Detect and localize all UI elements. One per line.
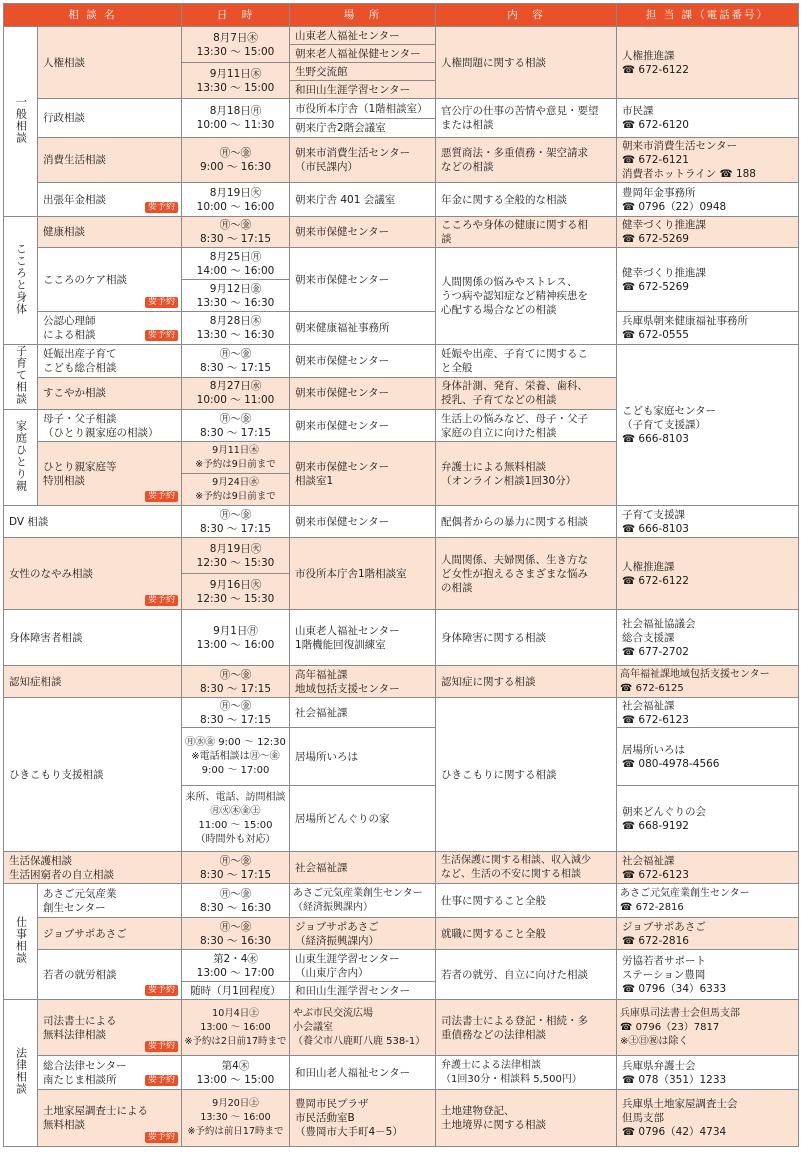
row-name: 生活保護相談 生活困窮者の自立相談 (4, 852, 182, 884)
row-place: 和田山老人福祉センター (290, 1056, 436, 1090)
row-dept: 高年福祉課地域包括支援センター ☎ 672-6125 (617, 666, 799, 698)
row-name: 健康相談 (38, 217, 182, 248)
row-date: ㊊～㊎ 8:30 ～ 17:15 (182, 666, 290, 698)
row-dept: 社会福祉課 ☎ 672-6123 (617, 698, 799, 728)
category-kokoro: こころと身体 (4, 217, 38, 345)
row-date: ㊊～㊎ 9:00 ～ 16:30 (182, 138, 290, 183)
row-name: 若者の就労相談 要予約 (38, 950, 182, 1000)
row-place: 生野交流館 (290, 63, 436, 81)
place-line: 市役所本庁舎（1階相談室） (290, 100, 435, 119)
row-dept: 人権推進課 ☎ 672-6122 (617, 27, 799, 99)
reserve-badge: 要予約 (145, 202, 178, 213)
reserve-badge: 要予約 (145, 1132, 178, 1143)
row-name: 公認心理師 による相談 要予約 (38, 312, 182, 345)
row-place: 朝来庁舎 401 会議室 (290, 183, 436, 217)
row-dept: 兵庫県土地家屋調査士会 但馬支部 ☎ 0796（42）4734 (617, 1090, 799, 1147)
row-place: 朝来市保健センター (290, 248, 436, 312)
row-content: 身体障害に関する相談 (436, 610, 617, 666)
table-row (4, 538, 799, 574)
consultation-table (3, 3, 799, 1147)
row-date: ㊊～㊎ 8:30 ～ 17:15 (182, 698, 290, 728)
row-date: 8月7日㊍ 13:30 ～ 15:00 (182, 27, 290, 63)
row-content: 人権問題に関する相談 (436, 27, 617, 99)
row-place: 和田山生涯学習センター (290, 982, 436, 1000)
category-shigoto: 仕事相談 (4, 884, 38, 1000)
row-date: 9月12日㊎ 13:30 ～ 16:30 (182, 280, 290, 312)
row-dept: 人権推進課 ☎ 672-6122 (617, 538, 799, 610)
row-content: 就職に関すること全般 (436, 918, 617, 950)
row-name: 消費生活相談 (38, 138, 182, 183)
row-date: 第4㊍ 13:00 ～ 15:00 (182, 1056, 290, 1090)
row-date: 9月11日㊍ 13:30 ～ 15:00 (182, 63, 290, 99)
row-content: 悪質商法・多重債務・架空請求 などの相談 (436, 138, 617, 183)
reserve-badge: 要予約 (145, 595, 178, 606)
row-content: 土地建物登記、 土地境界に関する相談 (436, 1090, 617, 1147)
row-place: 朝来老人福祉保健センター (290, 45, 436, 63)
row-place: やぶ市民交流広場 小会議室 （養父市八鹿町八鹿 538-1） (290, 1000, 436, 1056)
row-place: 山東老人福祉センター (290, 27, 436, 45)
row-date: ㊊㊌㊎ 9:00 ～ 12:30 ※電話相談は㊊～㊎ 9:00 ～ 17:00 (182, 728, 290, 786)
row-date: 8月25日㊊ 14:00 ～ 16:00 (182, 248, 290, 280)
table-row (4, 138, 799, 183)
row-date: 10月4日㊏ 13:00 ～ 16:00 ※予約は2日前17時まで (182, 1000, 290, 1056)
row-place: 居場所いろは (290, 728, 436, 786)
reserve-badge: 要予約 (145, 1075, 178, 1086)
row-name: ひとり親家庭等 特別相談 要予約 (38, 442, 182, 506)
row-place: 豊岡市民プラザ 市民活動室B （豊岡市大手町4－5） (290, 1090, 436, 1147)
category-kosodate: 子育て相談 (4, 345, 38, 410)
header-place: 場 所 (290, 4, 436, 27)
category-houritsu: 法律相談 (4, 1000, 38, 1147)
row-dept: あさご元気産業創生センター ☎ 672-2816 (617, 884, 799, 918)
table-row (4, 918, 799, 950)
table-row (4, 1000, 799, 1056)
row-place (290, 99, 436, 138)
row-date: 8月27日㊌ 10:00 ～ 11:00 (182, 377, 290, 410)
header-name: 相 談 名 (4, 4, 182, 27)
row-name: あさご元気産業 創生センター (38, 884, 182, 918)
row-dept: 兵庫県弁護士会 ☎ 078（351）1233 (617, 1056, 799, 1090)
reserve-badge: 要予約 (145, 297, 178, 308)
row-content: 年金に関する全般的な相談 (436, 183, 617, 217)
row-place: 社会福祉課 (290, 698, 436, 728)
row-name: DV 相談 (4, 506, 182, 538)
row-name: 身体障害者相談 (4, 610, 182, 666)
row-date: ㊊～㊎ 8:30 ～ 16:30 (182, 918, 290, 950)
row-place: 朝来市保健センター 相談室1 (290, 442, 436, 506)
row-name: 総合法律センター 南たじま相談所 要予約 (38, 1056, 182, 1090)
row-date: 9月11日㊍ ※予約は9日前まで (182, 442, 290, 474)
row-content: 生活保護に関する相談、収入減少 など、生活の不安に関する相談 (436, 852, 617, 884)
row-place: ジョブサポあさご （経済振興課内） (290, 918, 436, 950)
place-line: 朝来庁舎2階会議室 (295, 121, 386, 134)
table-row (4, 610, 799, 666)
row-place: 朝来市保健センター (290, 377, 436, 410)
row-name: すこやか相談 (38, 377, 182, 410)
row-name: 妊娠出産子育て こども総合相談 (38, 345, 182, 378)
row-date: ㊊～㊎ 8:30 ～ 17:15 (182, 345, 290, 378)
row-dept: 労協若者サポート ステーション豊岡 ☎ 0796（34）6333 (617, 950, 799, 1000)
row-content: 弁護士による無料相談 （オンライン相談1回30分） (436, 442, 617, 506)
header-date: 日 時 (182, 4, 290, 27)
table-row (4, 852, 799, 884)
row-dept: 社会福祉課 ☎ 672-6123 (617, 852, 799, 884)
row-place: 朝来市消費生活センター （市民課内） (290, 138, 436, 183)
table-row (4, 506, 799, 538)
reserve-badge: 要予約 (145, 491, 178, 502)
row-date: ㊊～㊎ 8:30 ～ 16:30 (182, 884, 290, 918)
row-content: こころや身体の健康に関する相 談 (436, 217, 617, 248)
header-content: 内 容 (436, 4, 617, 27)
row-place: あさご元気産業創生センター （経済振興課内） (290, 884, 436, 918)
reserve-badge: 要予約 (145, 1041, 178, 1052)
row-date: 8月18日㊊ 10:00 ～ 11:30 (182, 99, 290, 138)
row-content: ひきこもりに関する相談 (436, 698, 617, 852)
row-place: 朝来市保健センター (290, 217, 436, 248)
row-name: ジョブサポあさご (38, 918, 182, 950)
row-date: ㊊～㊎ 8:30 ～ 17:15 (182, 217, 290, 248)
row-place: 居場所どんぐりの家 (290, 786, 436, 852)
row-content: 弁護士による法律相談 （1回30分・相談料 5,500円） (436, 1056, 617, 1090)
row-place: 社会福祉課 (290, 852, 436, 884)
row-dept: 豊岡年金事務所 ☎ 0796（22）0948 (617, 183, 799, 217)
row-content: 人間関係、夫婦関係、生き方な ど女性が抱えるさまざまな悩み の相談 (436, 538, 617, 610)
row-date: ㊊～㊎ 8:30 ～ 17:15 (182, 410, 290, 442)
row-date: ㊊～㊎ 8:30 ～ 17:15 (182, 852, 290, 884)
row-content: 仕事に関すること全般 (436, 884, 617, 918)
row-dept: 朝来市消費生活センター ☎ 672-6121 消費者ホットライン ☎ 188 (617, 138, 799, 183)
row-date: 8月19日㊋ 10:00 ～ 16:00 (182, 183, 290, 217)
row-date: ㊊～㊎ 8:30 ～ 17:15 (182, 506, 290, 538)
row-dept: こども家庭センター （子育て支援課） ☎ 666-8103 (617, 345, 799, 506)
row-content: 若者の就労、自立に向けた相談 (436, 950, 617, 1000)
row-place: 朝来市保健センター (290, 506, 436, 538)
header-row (4, 4, 799, 27)
row-place: 山東老人福祉センター 1階機能回復訓練室 (290, 610, 436, 666)
row-dept: 健幸づくり推進課 ☎ 672-5269 (617, 217, 799, 248)
row-name: こころのケア相談 要予約 (38, 248, 182, 312)
table-row (4, 1056, 799, 1090)
table-row (4, 1090, 799, 1147)
row-dept: 朝来どんぐりの会 ☎ 668-9192 (617, 786, 799, 852)
row-content: 官公庁の仕事の苦情や意見・要望 または相談 (436, 99, 617, 138)
row-content: 生活上の悩みなど、母子・父子 家庭の自立に向けた相談 (436, 410, 617, 442)
row-dept: 健幸づくり推進課 ☎ 672-5269 (617, 248, 799, 312)
row-name: 出張年金相談 要予約 (38, 183, 182, 217)
row-dept: 社会福祉協議会 総合支援課 ☎ 677-2702 (617, 610, 799, 666)
table-row (4, 884, 799, 918)
row-dept: 居場所いろは ☎ 080-4978-4566 (617, 728, 799, 786)
row-place: 和田山生涯学習センター (290, 81, 436, 99)
row-content: 妊娠や出産、子育てに関するこ と全般 (436, 345, 617, 378)
row-place: 高年福祉課 地域包括支援センター (290, 666, 436, 698)
reserve-badge: 要予約 (145, 330, 178, 341)
row-place: 山東生涯学習センター （山東庁舎内） (290, 950, 436, 982)
row-date: 8月19日㊋ 12:30 ～ 15:30 (182, 538, 290, 574)
row-name: 行政相談 (38, 99, 182, 138)
row-date: 9月1日㊊ 13:00 ～ 16:00 (182, 610, 290, 666)
row-place: 朝来健康福祉事務所 (290, 312, 436, 345)
row-date: 第2・4㊌ 13:00 ～ 17:00 (182, 950, 290, 982)
row-dept: ジョブサポあさご ☎ 672-2816 (617, 918, 799, 950)
table-row (4, 698, 799, 728)
row-content: 認知症に関する相談 (436, 666, 617, 698)
row-name: 女性のなやみ相談 要予約 (4, 538, 182, 610)
row-dept: 市民課 ☎ 672-6120 (617, 99, 799, 138)
table-row (4, 312, 799, 345)
row-name: 人権相談 (38, 27, 182, 99)
table-row (4, 345, 799, 378)
reserve-badge: 要予約 (145, 985, 178, 996)
row-date: 9月24日㊌ ※予約は9日前まで (182, 474, 290, 506)
category-hitorioya: 家庭ひとり親 (4, 410, 38, 506)
table-row (4, 217, 799, 248)
row-place: 市役所本庁舎1階相談室 (290, 538, 436, 610)
table-row (4, 27, 799, 45)
row-name: 土地家屋調査士による 無料相談 要予約 (38, 1090, 182, 1147)
row-date: 随時（月1回程度） (182, 982, 290, 1000)
row-date: 来所、電話、訪問相談 ㊊㊋㊍㊎㊏ 11:00 ～ 15:00 （時間外も対応） (182, 786, 290, 852)
row-place: 朝来市保健センター (290, 345, 436, 378)
row-date: 8月28日㊍ 13:30 ～ 16:30 (182, 312, 290, 345)
row-name: 認知症相談 (4, 666, 182, 698)
row-name: 母子・父子相談 （ひとり親家庭の相談） (38, 410, 182, 442)
table-row (4, 183, 799, 217)
category-general: 一般相談 (4, 27, 38, 217)
row-content: 配偶者からの暴力に関する相談 (436, 506, 617, 538)
table-row (4, 666, 799, 698)
row-place: 朝来市保健センター (290, 410, 436, 442)
row-content: 人間関係の悩みやストレス、 うつ病や認知症など精神疾患を 心配する場合などの相談 (436, 248, 617, 345)
table-row (4, 950, 799, 982)
row-name: 司法書士による 無料法律相談 要予約 (38, 1000, 182, 1056)
row-date: 9月20日㊏ 13:30 ～ 16:00 ※予約は前日17時まで (182, 1090, 290, 1147)
row-content: 司法書士による登記・相続・多 重債務などの法律相談 (436, 1000, 617, 1056)
table-row (4, 99, 799, 138)
row-dept: 兵庫県朝来健康福祉事務所 ☎ 672-0555 (617, 312, 799, 345)
header-dept: 担 当 課（電話番号） (617, 4, 799, 27)
row-dept: 兵庫県司法書士会但馬支部 ☎ 0796（23）7817 ※㊏㊐㊗は除く (617, 1000, 799, 1056)
row-name: ひきこもり支援相談 (4, 698, 182, 852)
row-dept: 子育て支援課 ☎ 666-8103 (617, 506, 799, 538)
row-date: 9月16日㊋ 12:30 ～ 15:30 (182, 574, 290, 610)
table-row (4, 248, 799, 280)
row-content: 身体計測、発育、栄養、歯科、 授乳、子育てなどの相談 (436, 377, 617, 410)
